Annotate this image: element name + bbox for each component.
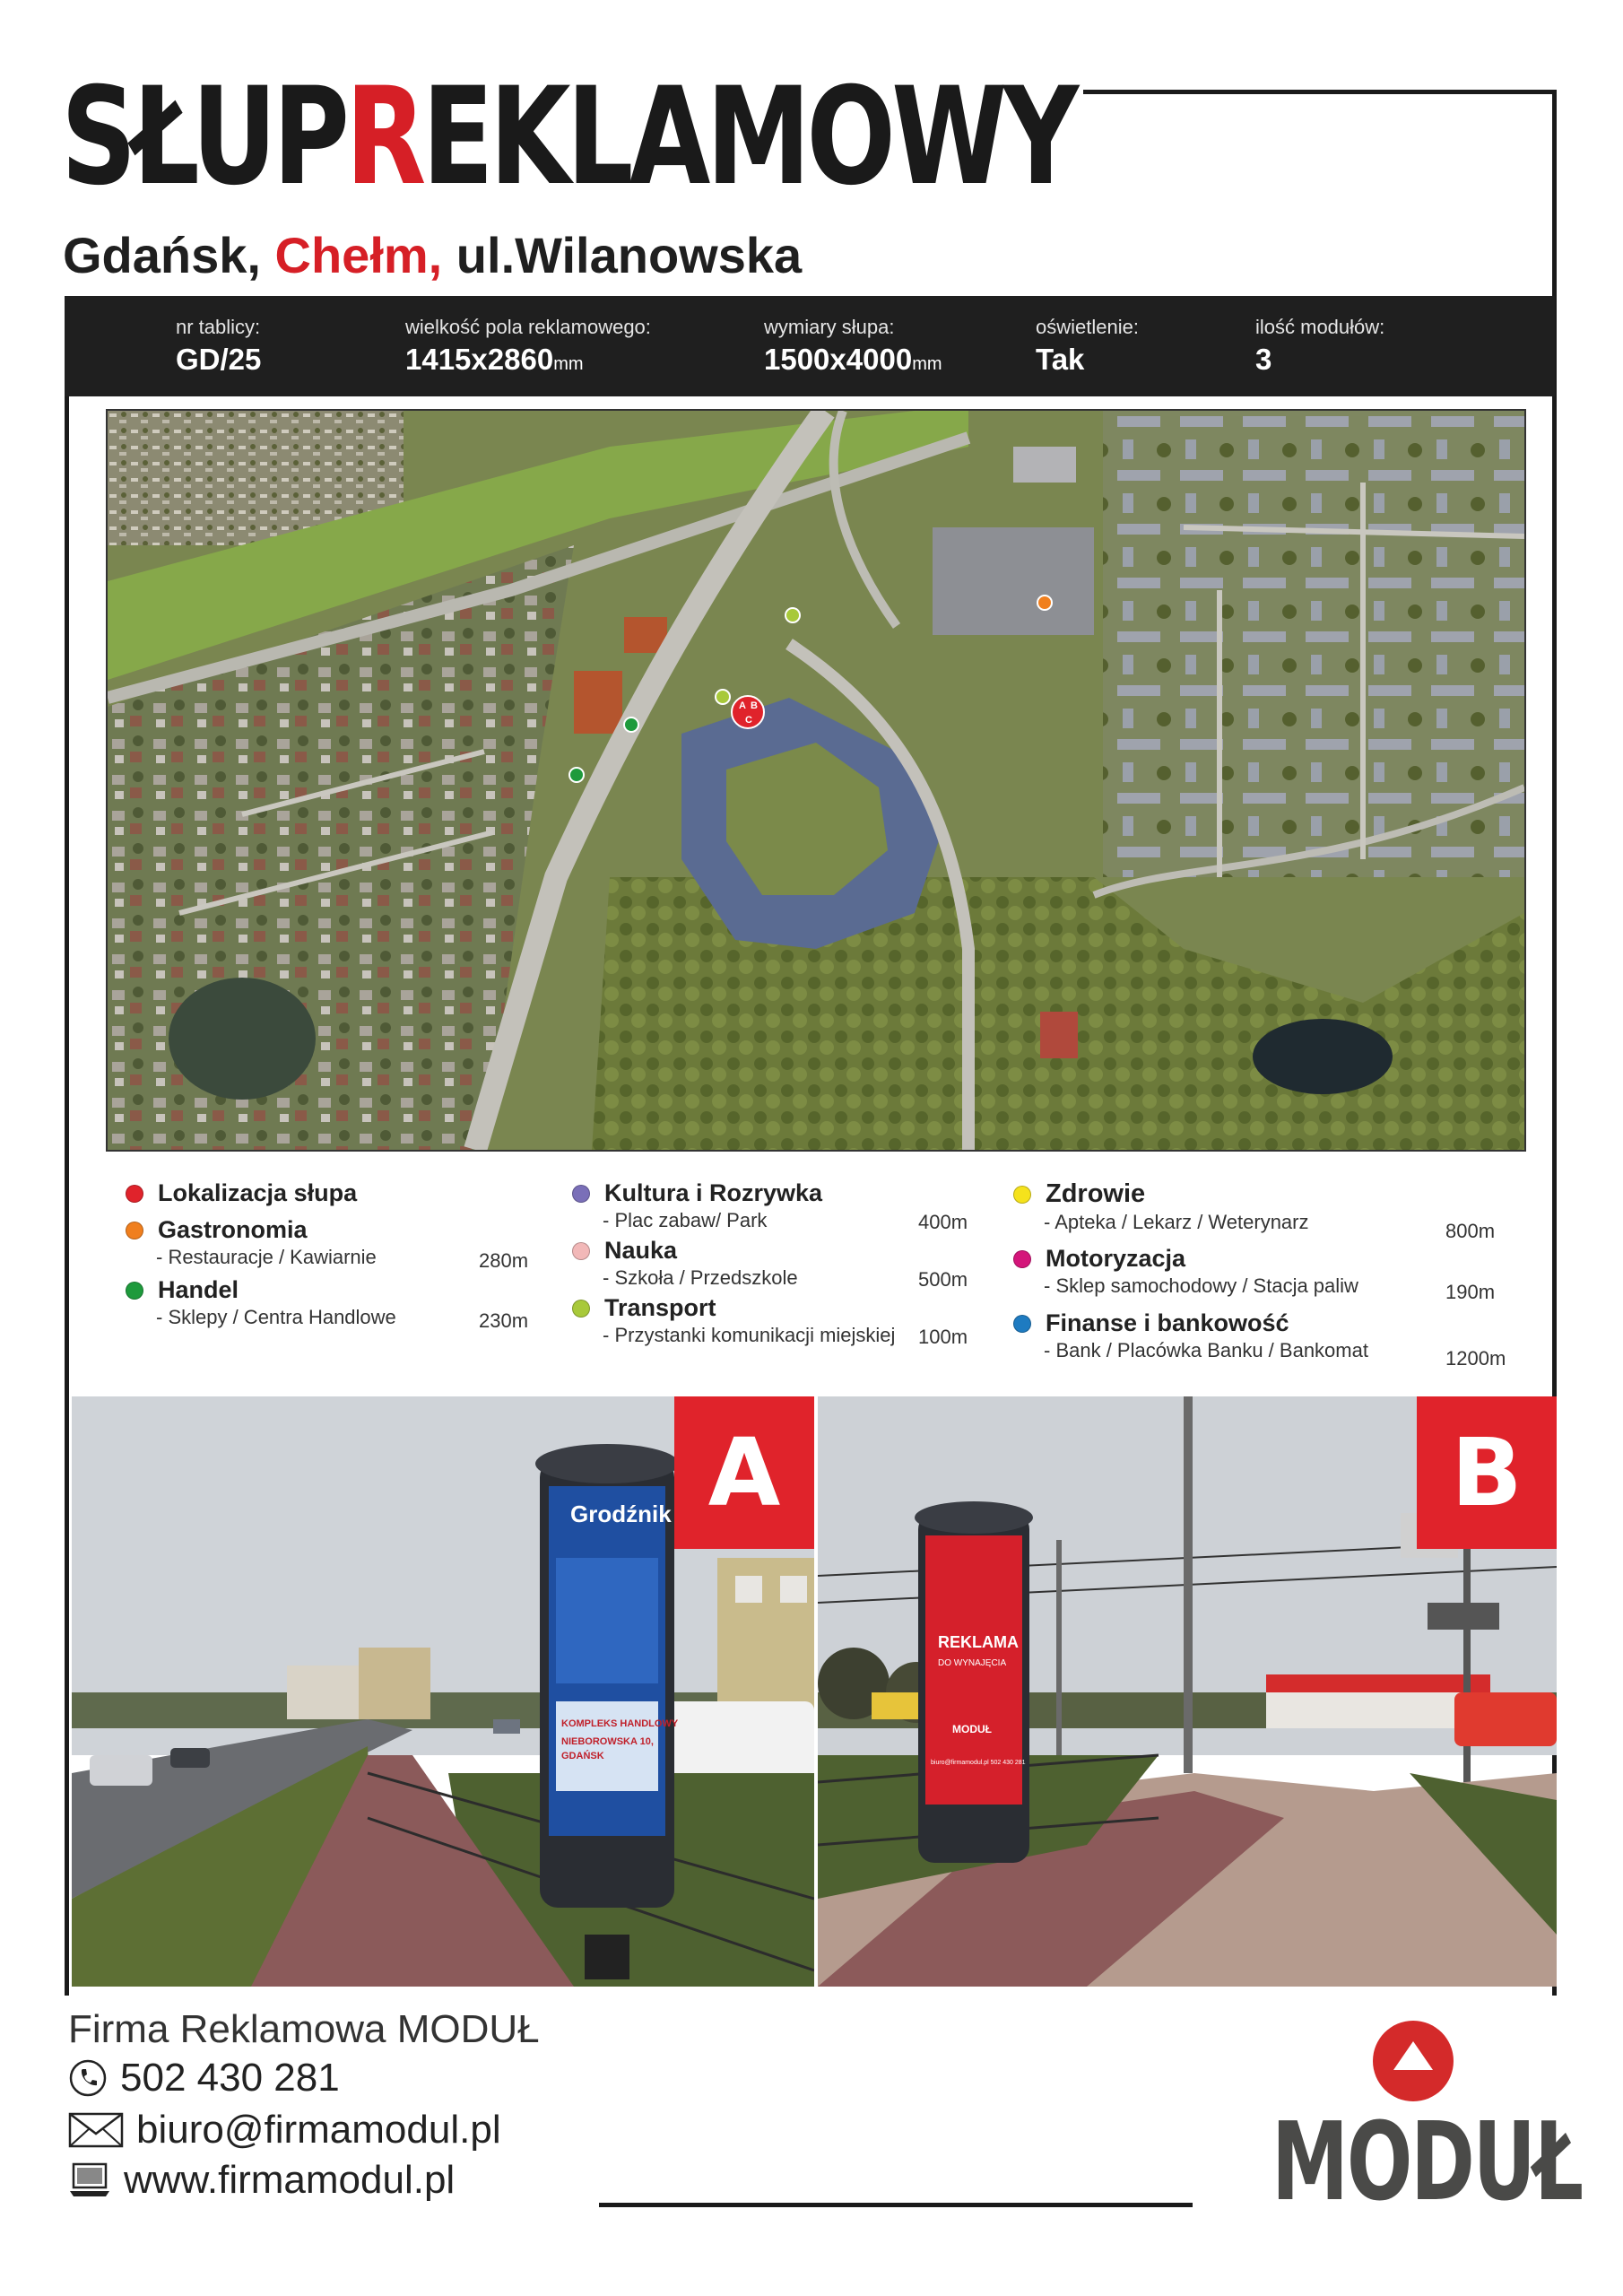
transport-dot-icon	[572, 1300, 590, 1318]
phone-number: 502 430 281	[120, 2056, 340, 2100]
photo-b-badge: B	[1417, 1396, 1557, 1549]
contact-phone[interactable]	[68, 2056, 340, 2100]
website-url: www.firmamodul.pl	[124, 2158, 456, 2202]
district: Chełm,	[274, 227, 443, 283]
phone-icon	[68, 2058, 108, 2098]
svg-text:DO WYNAJĘCIA: DO WYNAJĘCIA	[938, 1658, 1007, 1668]
spec-plate-number: nr tablicy: GD/25	[176, 316, 262, 376]
spec-bar	[65, 296, 1555, 396]
contact-website[interactable]	[68, 2158, 455, 2203]
legend-zdrowie: Zdrowie - Apteka / Lekarz / Weterynarz	[1013, 1179, 1309, 1234]
legend-handel: Handel - Sklepy / Centra Handlowe	[126, 1276, 396, 1329]
contact-email[interactable]	[68, 2108, 501, 2152]
envelope-icon	[68, 2110, 124, 2150]
spec-module-count: ilość modułów: 3	[1255, 316, 1385, 376]
legend-location: Lokalizacja słupa	[126, 1179, 357, 1207]
svg-text:KOMPLEKS HANDLOWY: KOMPLEKS HANDLOWY	[561, 1718, 679, 1729]
footer-line	[599, 2203, 1193, 2207]
svg-text:Grodźnik: Grodźnik	[570, 1500, 672, 1527]
legend-motoryzacja-distance: 190m	[1445, 1281, 1496, 1303]
legend-transport: Transport - Przystanki komunikacji miejskiej	[572, 1294, 895, 1347]
photo-a-badge: A	[674, 1396, 814, 1549]
title-part1: SŁUP	[61, 59, 346, 215]
svg-text:MODUŁ: MODUŁ	[952, 1723, 992, 1735]
spec-lighting: oświetlenie: Tak	[1036, 316, 1139, 376]
legend-finanse: Finanse i bankowość - Bank / Placówka Banku / Bankomat	[1013, 1309, 1368, 1362]
svg-text:A: A	[739, 700, 746, 711]
company-name: Firma Reklamowa MODUŁ	[68, 2007, 540, 2051]
frame-top-line	[1083, 90, 1557, 94]
finanse-dot-icon	[1013, 1315, 1031, 1333]
svg-text:biuro@firmamodul.pl 502 430 28: biuro@firmamodul.pl 502 430 281	[931, 1760, 1026, 1766]
svg-text:B: B	[751, 700, 758, 711]
aerial-map-image	[108, 411, 1524, 1150]
title-accent: R	[345, 59, 422, 215]
legend-motoryzacja: Motoryzacja - Sklep samochodowy / Stacja paliw	[1013, 1245, 1358, 1298]
kultura-dot-icon	[572, 1185, 590, 1203]
zdrowie-dot-icon	[1013, 1186, 1031, 1204]
svg-text:REKLAMA: REKLAMA	[938, 1633, 1019, 1651]
nauka-dot-icon	[572, 1242, 590, 1260]
legend-kultura-distance: 400m	[918, 1211, 968, 1233]
spec-ad-field-size: wielkość pola reklamowego: 1415x2860mm	[405, 316, 651, 376]
legend-nauka: Nauka - Szkoła / Przedszkole	[572, 1237, 798, 1290]
legend-gastronomia-distance: 280m	[479, 1249, 529, 1272]
aerial-map	[106, 409, 1526, 1152]
laptop-icon	[68, 2161, 111, 2200]
legend-finanse-distance: 1200m	[1445, 1347, 1506, 1370]
title-part2: EKLAMOWY	[421, 59, 1075, 215]
legend-handel-distance: 230m	[479, 1309, 529, 1332]
legend-nauka-distance: 500m	[918, 1268, 968, 1291]
location-pin-icon	[732, 696, 764, 728]
modul-logo-icon	[1370, 2018, 1456, 2104]
gastronomia-dot-icon	[126, 1222, 143, 1239]
page-title	[61, 59, 1075, 215]
legend-kultura: Kultura i Rozrywka - Plac zabaw/ Park	[572, 1179, 822, 1232]
logo-wordmark: MODUŁ	[1271, 2100, 1582, 2225]
legend-transport-distance: 100m	[918, 1326, 968, 1348]
handel-dot-icon	[126, 1282, 143, 1300]
svg-text:NIEBOROWSKA 10,: NIEBOROWSKA 10,	[561, 1736, 654, 1747]
location-subtitle	[63, 226, 802, 284]
location-marker-icon	[126, 1185, 143, 1203]
svg-text:C: C	[745, 715, 752, 726]
svg-text:GDAŃSK: GDAŃSK	[561, 1751, 604, 1761]
motoryzacja-dot-icon	[1013, 1250, 1031, 1268]
email-address: biuro@firmamodul.pl	[136, 2108, 501, 2152]
legend-zdrowie-distance: 800m	[1445, 1220, 1496, 1242]
city: Gdańsk,	[63, 227, 261, 283]
street: ul.Wilanowska	[456, 227, 803, 283]
legend-gastronomia: Gastronomia - Restauracje / Kawiarnie	[126, 1216, 377, 1269]
spec-pillar-dimensions: wymiary słupa: 1500x4000mm	[764, 316, 942, 376]
frame-left-line	[65, 296, 69, 1996]
